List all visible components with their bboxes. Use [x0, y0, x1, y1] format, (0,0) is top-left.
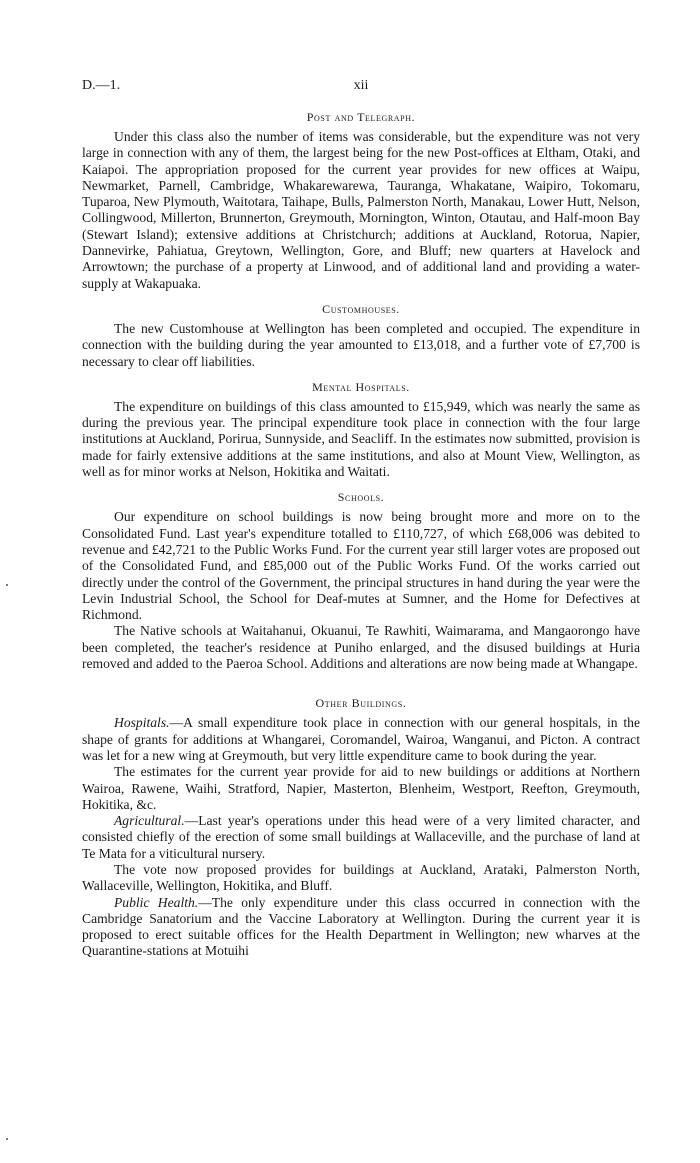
paragraph-text: —The only expenditure under this class occurred in connection with the Cambridge Sanatorium and the Vaccine Laboratory at Wellington. During the current year it is proposed to erect suitable offices for the Health Department in Wellington; new wharves at the Quarantine-stations at Motuihi [82, 894, 641, 959]
section-customhouses [82, 302, 640, 370]
page-header [82, 78, 640, 100]
paragraph: The vote now proposed provides for buildings at Auckland, Arataki, Palmerston North, Wallaceville, Wellington, Hokitika, and Bluff. [82, 861, 640, 894]
section-other-buildings [82, 696, 640, 959]
section-title: Post and Telegraph. [306, 110, 416, 124]
paragraph: The estimates for the current year provide for aid to new buildings or additions at Northern Wairoa, Rawene, Waihi, Stratford, Napier, Masterton, Blenheim, Westport, Reefton, Greymouth, Hokitika, &c. [82, 764, 640, 812]
section-title: Schools. [337, 490, 385, 505]
paragraph-agricultural [82, 813, 640, 862]
paragraph: The expenditure on buildings of this class amounted to £15,949, which was nearly the same as during the previous year. The principal expenditure took place in connection with the four large institutions at Auckland, Porirua, Sunnyside, and Seacliff. In the estimates now submitted, provision is made for fairly extensive additions at the same institutions, and also at Mount View, Wellington, as well as for minor works at Nelson, Hokitika and Waitati. [82, 398, 640, 480]
section-mental-hospitals [82, 380, 640, 480]
section-title: Mental Hospitals. [312, 379, 410, 394]
paragraph-text: —A small expenditure took place in connection with our general hospitals, in the shape of grants for additions at Whangarei, Coromandel, Wairoa, Wanganui, and Picton. A contract was let for a new wing at Greymouth, but very little expenditure came to book during the year. [82, 715, 640, 763]
paragraph-text: —Last year's operations under this head were of a very limited character, and consisted chiefly of the erection of some small buildings at Wallaceville, and the purchase of land at Te Mata for a viticultural nursery. [82, 813, 640, 861]
paragraph: The new Customhouse at Wellington has been completed and occupied. The expenditure in connection with the building during the year amounted to £13,018, and a further vote of £7,700 is necessary to clear off liabilities. [82, 320, 640, 369]
paragraph-public-health [82, 895, 640, 960]
run-in-heading: Public Health. [114, 894, 199, 910]
paragraph-hospitals [82, 715, 640, 764]
margin-mark [6, 1138, 8, 1140]
section-post-telegraph [82, 110, 640, 292]
section-schools [82, 490, 640, 672]
margin-mark [6, 584, 8, 586]
run-in-heading: Hospitals. [114, 715, 170, 731]
paragraph: Under this class also the number of items was considerable, but the expenditure was not very large in connection with any of them, the largest being for the new Post-offices at Eltham, Otaki, and Kaiapoi. The appropriation proposed for the current year provides for new offices at Waipu, Newmarket, Parnell, Cambridge, Whakarewarewa, Tauranga, Whakatane, Waipiro, Tokomaru, Tuparoa, New Plymouth, Waitotara, Taihape, Bulls, Palmerston North, Manakau, Lower Hutt, Nelson, Collingwood, Millerton, Brunnerton, Greymouth, Mornington, Winton, Otautau, and Half-moon Bay (Stewart Island); extensive additions at Christchurch; additions at Auckland, Rotorua, Napier, Dannevirke, Pahiatua, Greytown, Wellington, Gore, and Bluff; new quarters at Havelock and Arrowtown; the purchase of a property at Linwood, and of additional land and providing a water-supply at Wakapuaka. [82, 129, 640, 291]
paragraph: Our expenditure on school buildings is now being brought more and more on to the Consolidated Fund. Last year's expenditure totalled to £110,727, of which £68,006 was debited to revenue and £42,721 to the Public Works Fund. For the current year still larger votes are proposed out of the Consolidated Fund, and £85,000 out of the Public Works Fund. Of the works carried out directly under the control of the Government, the principal structures in hand during the year were the Levin Industrial School, the School for Deaf-mutes at Sumner, and the Home for Defectives at Richmond. [82, 509, 640, 623]
section-title: Customhouses. [322, 301, 400, 316]
page-number: xii [353, 78, 369, 93]
document-ref: D.—1. [82, 78, 121, 93]
section-title: Other Buildings. [315, 696, 407, 711]
paragraph: The Native schools at Waitahanui, Okuanui, Te Rawhiti, Waimarama, and Mangaorongo have been completed, the teacher's residence at Puniho enlarged, and the disused buildings at Huria removed and added to the Paeroa School. Additions and alterations are now being made at Whangape. [82, 623, 640, 672]
run-in-heading: Agricultural. [114, 813, 185, 829]
